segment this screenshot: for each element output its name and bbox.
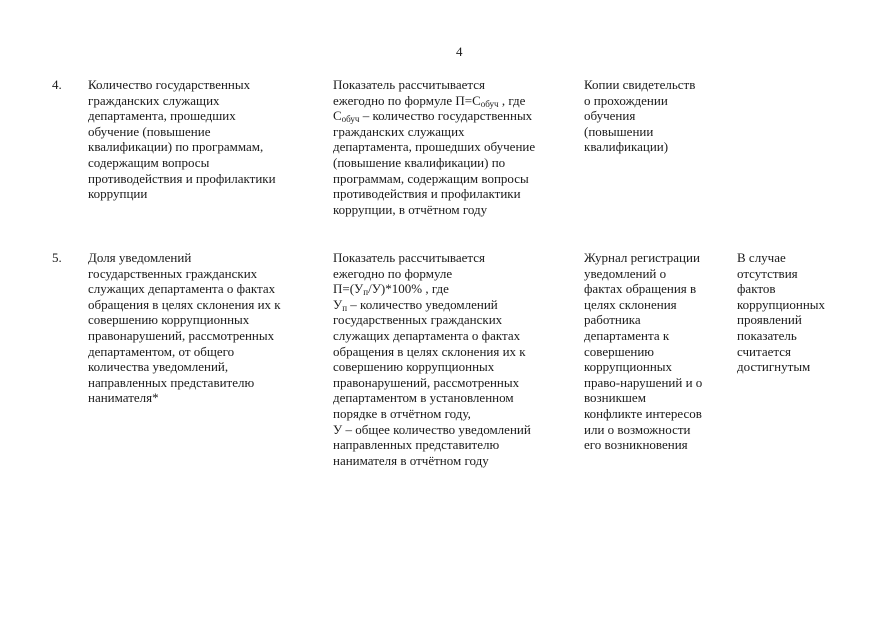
- row-5-source: Журнал регистрации уведомлений о фактах обращения в целях склонения работника департамента к совершению коррупционных право-нарушений и о возникшем конфликте интересов или о возможности его возникновения: [584, 250, 703, 453]
- row-5-note: В случае отсутствия фактов коррупционных проявлений показатель считается достигнутым: [737, 250, 826, 375]
- row-5-method: Показатель рассчитывается ежегодно по формуле $П=(У_п/У)*100\%$ , где $У_п$ – количество уведомлений государственных гражданских служащих департамента о фактах обращения в целях склонения их к совершению коррупционных правонарушений, рассмотренных департаментом в установленном порядке в отчётном году, У – общее количество уведомлений направленных представителю нанимателя в отчётном году: [333, 250, 531, 468]
- row-5-indicator: Доля уведомлений государственных гражданских служащих департамента о фактах обращения в целях склонения их к совершению коррупционных правонарушений, рассмотренных департаментом, от общего количества уведомлений, направленных представителю нанимателя*: [88, 250, 281, 406]
- page-number: 4: [456, 44, 463, 59]
- row-4-source: Копии свидетельств о прохождении обучения (повышении квалификации): [584, 77, 696, 155]
- row-4-number: 4.: [52, 77, 62, 92]
- row-4-method: Показатель рассчитывается ежегодно по формуле $П=С_{обуч}$ , где $С_{обуч}$ – количество государственных гражданских служащих департамента, прошедших обучение (повышение квалификации) по программам, содержащим вопросы противодействия и профилактики коррупции, в отчётном году: [333, 77, 536, 217]
- row-4-indicator: Количество государственных гражданских служащих департамента, прошедших обучение (повышение квалификации) по программам, содержащим вопросы противодействия и профилактики коррупции: [88, 77, 276, 202]
- row-5-number: 5.: [52, 250, 62, 265]
